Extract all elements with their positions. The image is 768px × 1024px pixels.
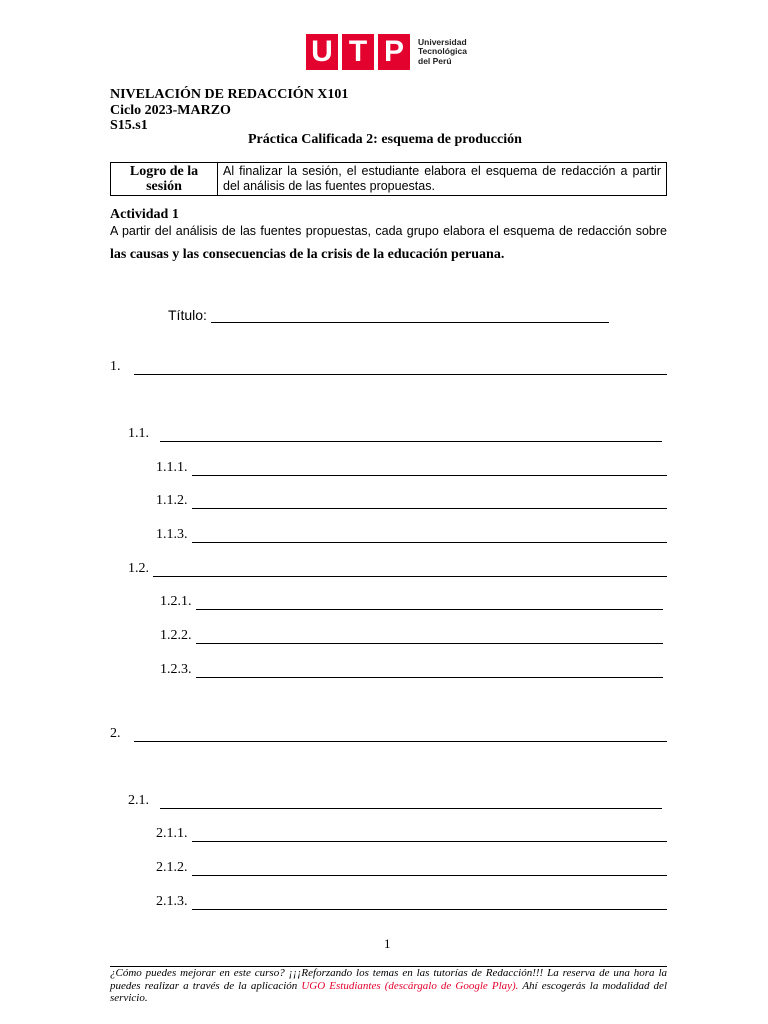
outline-input-line[interactable]: [160, 428, 662, 442]
outline-row-1-2-2: [160, 626, 663, 644]
logo-letter-t: T: [342, 34, 374, 70]
logro-label: [111, 163, 218, 196]
logo-university-name: [418, 38, 467, 67]
utp-logo: [306, 34, 467, 70]
outline-number: 2.1.2.: [156, 860, 188, 875]
outline-number: 1.1.2.: [156, 493, 188, 508]
outline-number: 1.2.: [128, 561, 149, 576]
page-number: 1: [384, 936, 391, 951]
titulo-input-line[interactable]: [211, 309, 609, 323]
outline-input-line[interactable]: [134, 728, 667, 742]
session-code: S15.s1: [110, 118, 148, 133]
course-name: NIVELACIÓN DE REDACCIÓN X101: [110, 87, 349, 102]
outline-row-1-1-2: [156, 491, 667, 509]
outline-number: 2.: [110, 726, 121, 741]
outline-input-line[interactable]: [192, 828, 668, 842]
outline-row-1-1: [128, 424, 662, 442]
outline-number: 2.1.: [128, 793, 149, 808]
outline-input-line[interactable]: [192, 529, 668, 543]
logo-line-1: Universidad: [418, 36, 467, 47]
outline-row-1-1-1: [156, 458, 667, 476]
logo-line-2: Tecnológica: [418, 46, 467, 57]
footer-text-2: Ahí escogerás la modalidad del servicio.: [110, 979, 667, 1004]
logro-text: Al finalizar la sesión, el estudiante elabora el esquema de redacción a partir del análisis de las fuentes propuestas.: [218, 163, 667, 196]
outline-input-line[interactable]: [134, 361, 667, 375]
outline-row-1-2: [128, 559, 667, 577]
logro-table: [110, 162, 667, 196]
footer-note: [110, 967, 667, 1005]
outline-row-2-1-1: [156, 824, 667, 842]
activity-title: Actividad 1: [110, 207, 179, 222]
outline-row-2: [110, 724, 667, 742]
logo-letter-p: P: [378, 34, 410, 70]
outline-input-line[interactable]: [160, 795, 662, 809]
titulo-row: [168, 305, 609, 323]
outline-number: 1.1.: [128, 426, 149, 441]
outline-number: 1.1.1.: [156, 460, 188, 475]
outline-row-1-2-1: [160, 592, 663, 610]
outline-number: 1.2.2.: [160, 628, 192, 643]
outline-row-2-1-2: [156, 858, 667, 876]
outline-row-1: [110, 357, 667, 375]
logro-label-line-2: sesión: [146, 179, 182, 194]
activity-topic: las causas y las consecuencias de la crisis de la educación peruana.: [110, 247, 505, 262]
outline-input-line[interactable]: [192, 462, 668, 476]
outline-input-line[interactable]: [153, 563, 667, 577]
outline-input-line[interactable]: [196, 630, 664, 644]
outline-input-line[interactable]: [196, 596, 664, 610]
footer-text-1: ¿Cómo puedes mejorar en este curso? ¡¡¡Reforzando los temas en las tutorías de Redacción!!! La reserva de una hora la puedes realizar a través de la aplicación: [110, 967, 667, 992]
titulo-label: Título:: [168, 307, 207, 323]
outline-input-line[interactable]: [192, 896, 668, 910]
logo-line-3: del Perú: [418, 55, 452, 66]
outline-input-line[interactable]: [192, 862, 668, 876]
outline-row-2-1: [128, 791, 662, 809]
ugo-app-link[interactable]: UGO Estudiantes (descárgalo de Google Play).: [301, 979, 519, 992]
outline-number: 2.1.3.: [156, 894, 188, 909]
outline-number: 1.2.1.: [160, 594, 192, 609]
logro-label-line-1: Logro de la: [129, 164, 199, 179]
outline-row-1-1-3: [156, 525, 667, 543]
outline-row-2-1-3: [156, 892, 667, 910]
page-title: Práctica Calificada 2: esquema de producción: [248, 132, 522, 147]
outline-row-1-2-3: [160, 660, 663, 678]
cycle-label: Ciclo 2023-MARZO: [110, 103, 231, 118]
outline-number: 2.1.1.: [156, 826, 188, 841]
activity-instructions: A partir del análisis de las fuentes propuestas, cada grupo elabora el esquema de redacción sobre: [110, 224, 667, 238]
logo-letter-u: U: [306, 34, 338, 70]
outline-number: 1.: [110, 359, 121, 374]
outline-input-line[interactable]: [196, 664, 664, 678]
outline-input-line[interactable]: [192, 495, 668, 509]
outline-number: 1.2.3.: [160, 662, 192, 677]
outline-number: 1.1.3.: [156, 527, 188, 542]
